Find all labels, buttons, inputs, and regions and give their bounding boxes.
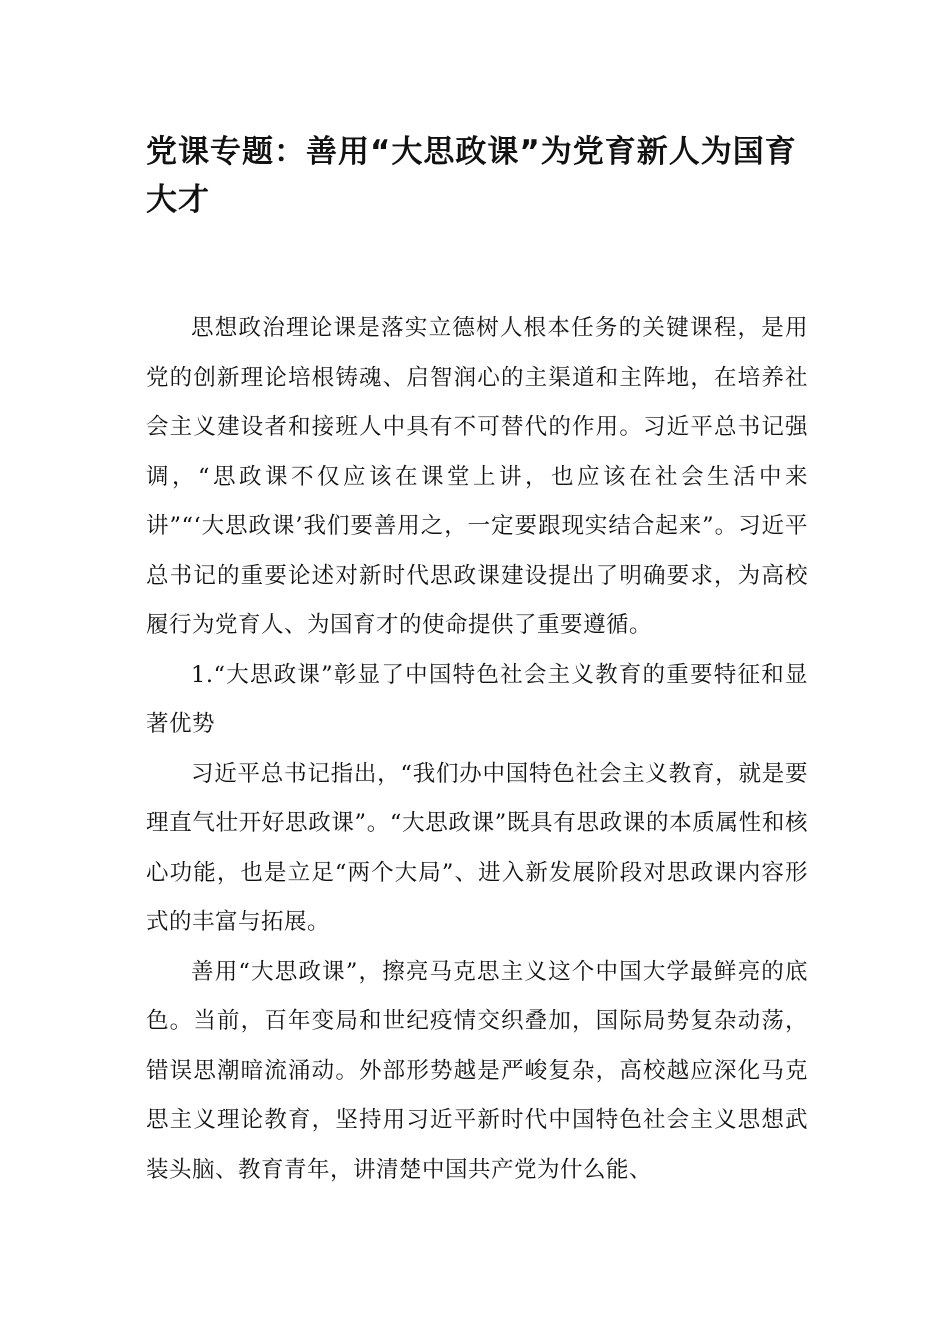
body-paragraph-3: 善用“大思政课”，擦亮马克思主义这个中国大学最鲜亮的底色。当前，百年变局和世纪疫情交织叠加，国际局势复杂动荡，错误思潮暗流涌动。外部形势越是严峻复杂，高校越应深化马克思主义理论教育，坚持用习近平新时代中国特色社会主义思想武装头脑、教育青年，讲清楚中国共产党为什么能、 (146, 958, 808, 1183)
document-page (146, 128, 808, 1195)
section-heading-1: 1.“大思政课”彰显了中国特色社会主义教育的重要特征和显著优势 (146, 661, 808, 737)
body-paragraph-1: 思想政治理论课是落实立德树人根本任务的关键课程，是用党的创新理论培根铸魂、启智润心的主渠道和主阵地，在培养社会主义建设者和接班人中具有不可替代的作用。习近平总书记强调，“思政课不仅应该在课堂上讲，也应该在社会生活中来讲”“‘大思政课’我们要善用之，一定要跟现实结合起来”。习近平总书记的重要论述对新时代思政课建设提出了明确要求，为高校履行为党育人、为国育才的使命提供了重要遵循。 (146, 315, 808, 638)
document-body (146, 304, 808, 1195)
document-title: 党课专题：善用“大思政课”为党育新人为国育大才 (146, 134, 797, 218)
body-paragraph-2: 习近平总书记指出，“我们办中国特色社会主义教育，就是要理直气壮开好思政课”。“大思政课”既具有思政课的本质属性和核心功能，也是立足“两个大局”、进入新发展阶段对思政课内容形式的丰富与拓展。 (146, 760, 808, 935)
